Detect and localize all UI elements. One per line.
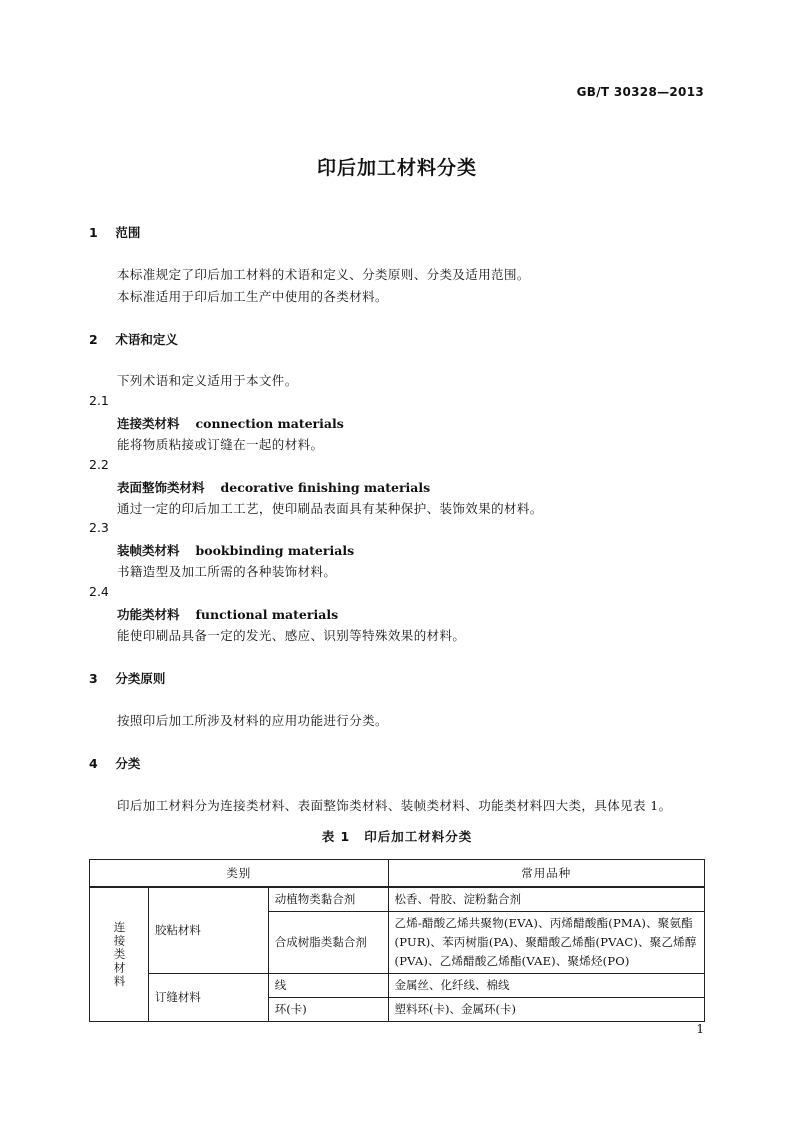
section-number: 2 [89,332,98,347]
term-english: connection materials [195,416,344,431]
term-definition: 书籍造型及加工所需的各种装饰材料。 [117,564,337,579]
standard-code: GB/T 30328—2013 [576,85,704,99]
section-number: 4 [89,756,98,771]
items-cell: 金属丝、化纤线、棉线 [388,974,704,998]
section-title: 术语和定义 [115,332,178,347]
term-definition: 能将物质粘接或订缝在一起的材料。 [117,437,324,452]
document-title: 印后加工材料分类 [316,157,477,179]
classification-table [89,859,705,1022]
group-cell [90,887,149,1022]
table-caption [0,827,794,845]
section-number: 3 [89,671,98,686]
scope-paragraph-2: 本标准适用于印后加工生产中使用的各类材料。 [117,289,388,304]
term-number: 2.4 [89,584,109,599]
section-3-heading [89,669,165,687]
section-1-heading [89,223,140,241]
items-cell: 乙烯-醋酸乙烯共聚物(EVA)、丙烯醋酸酯(PMA)、聚氨酯(PUR)、苯丙树脂(PA)、聚醋酸乙烯酯(PVAC)、聚乙烯醇(PVA)、乙烯醋酸乙烯酯(VAE)、聚烯烃(PO) [388,912,704,974]
table-caption-label: 表 1 [321,829,351,844]
term-english: decorative finishing materials [220,480,431,495]
terms-intro: 下列术语和定义适用于本文件。 [117,373,298,388]
table-row [90,974,705,998]
term-number: 2.2 [89,457,109,472]
group-label: 连接类材料 [112,920,127,989]
section-4-heading [89,754,140,772]
items-cell: 塑料环(卡)、金属环(卡) [388,998,704,1022]
page-number: 1 [696,1022,704,1036]
term-heading [117,605,338,623]
section-title: 分类 [115,756,141,771]
term-chinese: 装帧类材料 [117,543,180,558]
type-cell: 动植物类黏合剂 [268,887,388,912]
term-definition: 通过一定的印后加工工艺，使印刷品表面具有某种保护、装饰效果的材料。 [117,501,543,516]
table-header-row [90,860,705,888]
scope-paragraph-1: 本标准规定了印后加工材料的术语和定义、分类原则、分类及适用范围。 [117,267,530,282]
term-heading [117,414,344,432]
type-cell: 环(卡) [268,998,388,1022]
items-cell: 松香、骨胶、淀粉黏合剂 [388,887,704,912]
term-chinese: 表面整饰类材料 [117,480,205,495]
term-heading [117,478,430,496]
subcategory-cell: 订缝材料 [148,974,268,1022]
term-chinese: 功能类材料 [117,607,180,622]
classification-paragraph: 印后加工材料分为连接类材料、表面整饰类材料、装帧类材料、功能类材料四大类，具体见表 1。 [117,798,672,813]
type-cell: 线 [268,974,388,998]
section-number: 1 [89,225,98,240]
term-definition: 能使印刷品具备一定的发光、感应、识别等特殊效果的材料。 [117,628,466,643]
table-caption-title: 印后加工材料分类 [364,829,473,844]
header-category: 类别 [90,860,389,888]
term-heading [117,541,354,559]
type-cell: 合成树脂类黏合剂 [268,912,388,974]
header-varieties: 常用品种 [388,860,704,888]
section-title: 分类原则 [115,671,166,686]
section-title: 范围 [115,225,141,240]
table-row [90,887,705,912]
term-english: bookbinding materials [195,543,355,558]
term-number: 2.3 [89,520,109,535]
term-chinese: 连接类材料 [117,416,180,431]
subcategory-cell: 胶粘材料 [148,887,268,974]
principle-paragraph: 按照印后加工所涉及材料的应用功能进行分类。 [117,713,388,728]
term-english: functional materials [195,607,339,622]
term-number: 2.1 [89,393,109,408]
section-2-heading [89,330,178,348]
